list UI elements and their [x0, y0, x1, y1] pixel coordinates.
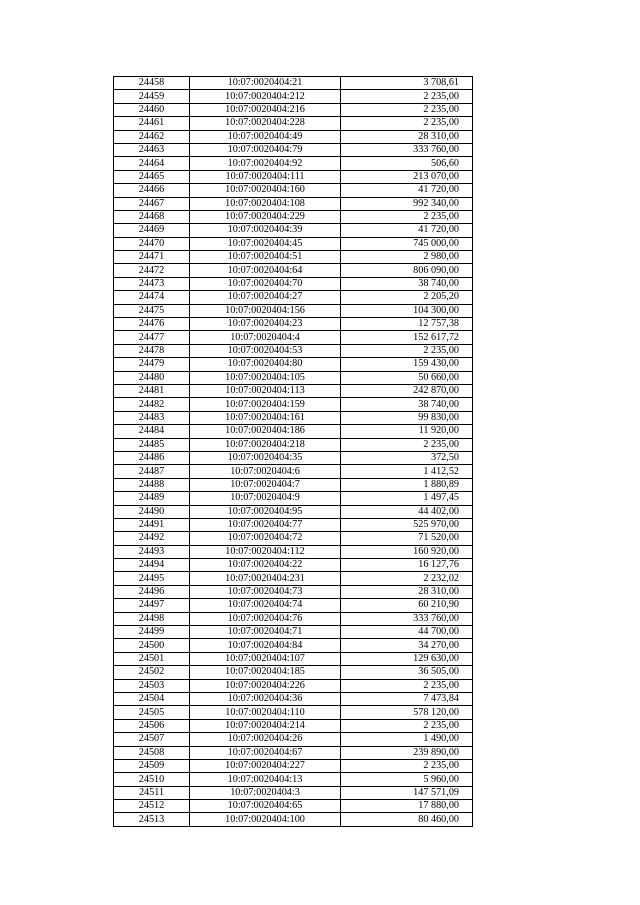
cadastral-number-cell: 10:07:0020404:159: [190, 398, 341, 411]
value-cell: 2 235,00: [341, 438, 473, 451]
table-row: [114, 398, 473, 411]
table-row: [114, 666, 473, 679]
value-cell: 2 235,00: [341, 117, 473, 130]
value-cell: 38 740,00: [341, 398, 473, 411]
row-number-cell: 24471: [114, 251, 190, 264]
table-row: [114, 251, 473, 264]
row-number-cell: 24458: [114, 77, 190, 90]
row-number-cell: 24465: [114, 170, 190, 183]
row-number-cell: 24477: [114, 331, 190, 344]
row-number-cell: 24500: [114, 639, 190, 652]
value-cell: 44 700,00: [341, 626, 473, 639]
cadastral-number-cell: 10:07:0020404:53: [190, 344, 341, 357]
table-row: [114, 117, 473, 130]
cadastral-number-cell: 10:07:0020404:92: [190, 157, 341, 170]
value-cell: 2 235,00: [341, 90, 473, 103]
value-cell: 2 235,00: [341, 719, 473, 732]
cadastral-number-cell: 10:07:0020404:226: [190, 679, 341, 692]
cadastral-number-cell: 10:07:0020404:105: [190, 371, 341, 384]
table-row: [114, 773, 473, 786]
row-number-cell: 24490: [114, 505, 190, 518]
cadastral-number-cell: 10:07:0020404:36: [190, 692, 341, 705]
value-cell: 17 880,00: [341, 800, 473, 813]
row-number-cell: 24464: [114, 157, 190, 170]
row-number-cell: 24470: [114, 237, 190, 250]
cadastral-number-cell: 10:07:0020404:65: [190, 800, 341, 813]
value-cell: 7 473,84: [341, 692, 473, 705]
table-row: [114, 90, 473, 103]
value-cell: 2 235,00: [341, 344, 473, 357]
value-cell: 333 760,00: [341, 143, 473, 156]
value-cell: 41 720,00: [341, 184, 473, 197]
value-cell: 160 920,00: [341, 545, 473, 558]
row-number-cell: 24485: [114, 438, 190, 451]
cadastral-number-cell: 10:07:0020404:214: [190, 719, 341, 732]
cadastral-number-cell: 10:07:0020404:23: [190, 318, 341, 331]
value-cell: 372,50: [341, 451, 473, 464]
value-cell: 99 830,00: [341, 411, 473, 424]
cadastral-number-cell: 10:07:0020404:27: [190, 291, 341, 304]
row-number-cell: 24507: [114, 733, 190, 746]
row-number-cell: 24506: [114, 719, 190, 732]
table-row: [114, 505, 473, 518]
value-cell: 745 000,00: [341, 237, 473, 250]
cadastral-number-cell: 10:07:0020404:100: [190, 813, 341, 826]
row-number-cell: 24467: [114, 197, 190, 210]
value-cell: 11 920,00: [341, 425, 473, 438]
table-row: [114, 679, 473, 692]
cadastral-number-cell: 10:07:0020404:35: [190, 451, 341, 464]
cadastral-number-cell: 10:07:0020404:113: [190, 384, 341, 397]
value-cell: 12 757,38: [341, 318, 473, 331]
cadastral-number-cell: 10:07:0020404:95: [190, 505, 341, 518]
row-number-cell: 24511: [114, 786, 190, 799]
table-row: [114, 331, 473, 344]
table-row: [114, 277, 473, 290]
table-row: [114, 746, 473, 759]
table-row: [114, 210, 473, 223]
cadastral-number-cell: 10:07:0020404:72: [190, 532, 341, 545]
row-number-cell: 24502: [114, 666, 190, 679]
table-row: [114, 572, 473, 585]
cadastral-number-cell: 10:07:0020404:9: [190, 492, 341, 505]
cadastral-number-cell: 10:07:0020404:71: [190, 626, 341, 639]
table-row: [114, 532, 473, 545]
row-number-cell: 24499: [114, 626, 190, 639]
value-cell: 16 127,76: [341, 559, 473, 572]
row-number-cell: 24486: [114, 451, 190, 464]
row-number-cell: 24462: [114, 130, 190, 143]
table-row: [114, 411, 473, 424]
value-cell: 147 571,09: [341, 786, 473, 799]
cadastral-number-cell: 10:07:0020404:228: [190, 117, 341, 130]
row-number-cell: 24473: [114, 277, 190, 290]
cadastral-number-cell: 10:07:0020404:77: [190, 518, 341, 531]
cadastral-number-cell: 10:07:0020404:212: [190, 90, 341, 103]
cadastral-number-cell: 10:07:0020404:22: [190, 559, 341, 572]
value-cell: 992 340,00: [341, 197, 473, 210]
value-cell: 104 300,00: [341, 304, 473, 317]
row-number-cell: 24501: [114, 652, 190, 665]
table-row: [114, 358, 473, 371]
table-row: [114, 786, 473, 799]
value-cell: 506,60: [341, 157, 473, 170]
value-cell: 1 412,52: [341, 465, 473, 478]
cadastral-number-cell: 10:07:0020404:76: [190, 612, 341, 625]
row-number-cell: 24494: [114, 559, 190, 572]
cadastral-number-cell: 10:07:0020404:67: [190, 746, 341, 759]
row-number-cell: 24459: [114, 90, 190, 103]
cadastral-number-cell: 10:07:0020404:160: [190, 184, 341, 197]
row-number-cell: 24479: [114, 358, 190, 371]
value-cell: 333 760,00: [341, 612, 473, 625]
cadastral-number-cell: 10:07:0020404:13: [190, 773, 341, 786]
row-number-cell: 24495: [114, 572, 190, 585]
row-number-cell: 24478: [114, 344, 190, 357]
value-cell: 28 310,00: [341, 585, 473, 598]
cadastral-number-cell: 10:07:0020404:110: [190, 706, 341, 719]
table-row: [114, 143, 473, 156]
row-number-cell: 24481: [114, 384, 190, 397]
table-row: [114, 599, 473, 612]
cadastral-value-table: [113, 76, 473, 827]
row-number-cell: 24510: [114, 773, 190, 786]
row-number-cell: 24461: [114, 117, 190, 130]
value-cell: 50 660,00: [341, 371, 473, 384]
table-row: [114, 264, 473, 277]
table-row: [114, 224, 473, 237]
value-cell: 41 720,00: [341, 224, 473, 237]
table-row: [114, 451, 473, 464]
table-row: [114, 518, 473, 531]
value-cell: 129 630,00: [341, 652, 473, 665]
row-number-cell: 24482: [114, 398, 190, 411]
row-number-cell: 24505: [114, 706, 190, 719]
table-row: [114, 438, 473, 451]
cadastral-number-cell: 10:07:0020404:227: [190, 759, 341, 772]
table-row: [114, 692, 473, 705]
value-cell: 213 070,00: [341, 170, 473, 183]
row-number-cell: 24491: [114, 518, 190, 531]
cadastral-number-cell: 10:07:0020404:108: [190, 197, 341, 210]
table-row: [114, 759, 473, 772]
table-row: [114, 170, 473, 183]
value-cell: 28 310,00: [341, 130, 473, 143]
cadastral-number-cell: 10:07:0020404:80: [190, 358, 341, 371]
row-number-cell: 24489: [114, 492, 190, 505]
cadastral-number-cell: 10:07:0020404:51: [190, 251, 341, 264]
value-cell: 2 232,02: [341, 572, 473, 585]
cadastral-number-cell: 10:07:0020404:185: [190, 666, 341, 679]
value-cell: 578 120,00: [341, 706, 473, 719]
table-row: [114, 103, 473, 116]
table-row: [114, 465, 473, 478]
row-number-cell: 24493: [114, 545, 190, 558]
cadastral-number-cell: 10:07:0020404:6: [190, 465, 341, 478]
row-number-cell: 24460: [114, 103, 190, 116]
row-number-cell: 24497: [114, 599, 190, 612]
table-row: [114, 719, 473, 732]
value-cell: 2 980,00: [341, 251, 473, 264]
row-number-cell: 24512: [114, 800, 190, 813]
cadastral-number-cell: 10:07:0020404:45: [190, 237, 341, 250]
value-cell: 5 960,00: [341, 773, 473, 786]
value-cell: 2 235,00: [341, 103, 473, 116]
row-number-cell: 24504: [114, 692, 190, 705]
value-cell: 80 460,00: [341, 813, 473, 826]
cadastral-number-cell: 10:07:0020404:229: [190, 210, 341, 223]
table-row: [114, 652, 473, 665]
cadastral-number-cell: 10:07:0020404:64: [190, 264, 341, 277]
row-number-cell: 24475: [114, 304, 190, 317]
table-row: [114, 612, 473, 625]
cadastral-number-cell: 10:07:0020404:4: [190, 331, 341, 344]
value-cell: 242 870,00: [341, 384, 473, 397]
row-number-cell: 24466: [114, 184, 190, 197]
table-row: [114, 371, 473, 384]
cadastral-number-cell: 10:07:0020404:49: [190, 130, 341, 143]
value-cell: 159 430,00: [341, 358, 473, 371]
row-number-cell: 24487: [114, 465, 190, 478]
table-row: [114, 304, 473, 317]
value-cell: 71 520,00: [341, 532, 473, 545]
value-cell: 2 235,00: [341, 210, 473, 223]
value-cell: 44 402,00: [341, 505, 473, 518]
row-number-cell: 24488: [114, 478, 190, 491]
cadastral-number-cell: 10:07:0020404:218: [190, 438, 341, 451]
table-row: [114, 800, 473, 813]
table-row: [114, 585, 473, 598]
row-number-cell: 24463: [114, 143, 190, 156]
value-cell: 3 708,61: [341, 77, 473, 90]
cadastral-number-cell: 10:07:0020404:216: [190, 103, 341, 116]
value-cell: 2 205,20: [341, 291, 473, 304]
value-cell: 806 090,00: [341, 264, 473, 277]
table-row: [114, 425, 473, 438]
cadastral-number-cell: 10:07:0020404:231: [190, 572, 341, 585]
row-number-cell: 24513: [114, 813, 190, 826]
cadastral-number-cell: 10:07:0020404:161: [190, 411, 341, 424]
cadastral-number-cell: 10:07:0020404:26: [190, 733, 341, 746]
cadastral-number-cell: 10:07:0020404:112: [190, 545, 341, 558]
table-row: [114, 384, 473, 397]
value-cell: 239 890,00: [341, 746, 473, 759]
table-row: [114, 626, 473, 639]
cadastral-number-cell: 10:07:0020404:3: [190, 786, 341, 799]
table-row: [114, 157, 473, 170]
row-number-cell: 24469: [114, 224, 190, 237]
cadastral-number-cell: 10:07:0020404:74: [190, 599, 341, 612]
row-number-cell: 24503: [114, 679, 190, 692]
value-cell: 525 970,00: [341, 518, 473, 531]
value-cell: 60 210,90: [341, 599, 473, 612]
row-number-cell: 24476: [114, 318, 190, 331]
value-cell: 38 740,00: [341, 277, 473, 290]
cadastral-number-cell: 10:07:0020404:111: [190, 170, 341, 183]
cadastral-number-cell: 10:07:0020404:73: [190, 585, 341, 598]
table-row: [114, 291, 473, 304]
row-number-cell: 24498: [114, 612, 190, 625]
cadastral-number-cell: 10:07:0020404:79: [190, 143, 341, 156]
table-row: [114, 184, 473, 197]
row-number-cell: 24480: [114, 371, 190, 384]
table-row: [114, 639, 473, 652]
value-cell: 1 497,45: [341, 492, 473, 505]
cadastral-number-cell: 10:07:0020404:7: [190, 478, 341, 491]
row-number-cell: 24483: [114, 411, 190, 424]
table-row: [114, 237, 473, 250]
cadastral-number-cell: 10:07:0020404:84: [190, 639, 341, 652]
value-cell: 2 235,00: [341, 679, 473, 692]
row-number-cell: 24468: [114, 210, 190, 223]
table-row: [114, 559, 473, 572]
table-row: [114, 813, 473, 826]
table-body: [114, 77, 473, 827]
table-row: [114, 706, 473, 719]
cadastral-number-cell: 10:07:0020404:107: [190, 652, 341, 665]
table-row: [114, 344, 473, 357]
row-number-cell: 24484: [114, 425, 190, 438]
cadastral-number-cell: 10:07:0020404:156: [190, 304, 341, 317]
cadastral-number-cell: 10:07:0020404:186: [190, 425, 341, 438]
table-row: [114, 130, 473, 143]
table-row: [114, 77, 473, 90]
value-cell: 34 270,00: [341, 639, 473, 652]
table-row: [114, 545, 473, 558]
row-number-cell: 24492: [114, 532, 190, 545]
row-number-cell: 24508: [114, 746, 190, 759]
row-number-cell: 24496: [114, 585, 190, 598]
row-number-cell: 24474: [114, 291, 190, 304]
value-cell: 1 490,00: [341, 733, 473, 746]
table-row: [114, 478, 473, 491]
value-cell: 36 505,00: [341, 666, 473, 679]
value-cell: 2 235,00: [341, 759, 473, 772]
row-number-cell: 24509: [114, 759, 190, 772]
cadastral-number-cell: 10:07:0020404:70: [190, 277, 341, 290]
table-row: [114, 492, 473, 505]
cadastral-number-cell: 10:07:0020404:39: [190, 224, 341, 237]
row-number-cell: 24472: [114, 264, 190, 277]
table-row: [114, 197, 473, 210]
table-row: [114, 318, 473, 331]
value-cell: 152 617,72: [341, 331, 473, 344]
value-cell: 1 880,89: [341, 478, 473, 491]
table-row: [114, 733, 473, 746]
cadastral-number-cell: 10:07:0020404:21: [190, 77, 341, 90]
